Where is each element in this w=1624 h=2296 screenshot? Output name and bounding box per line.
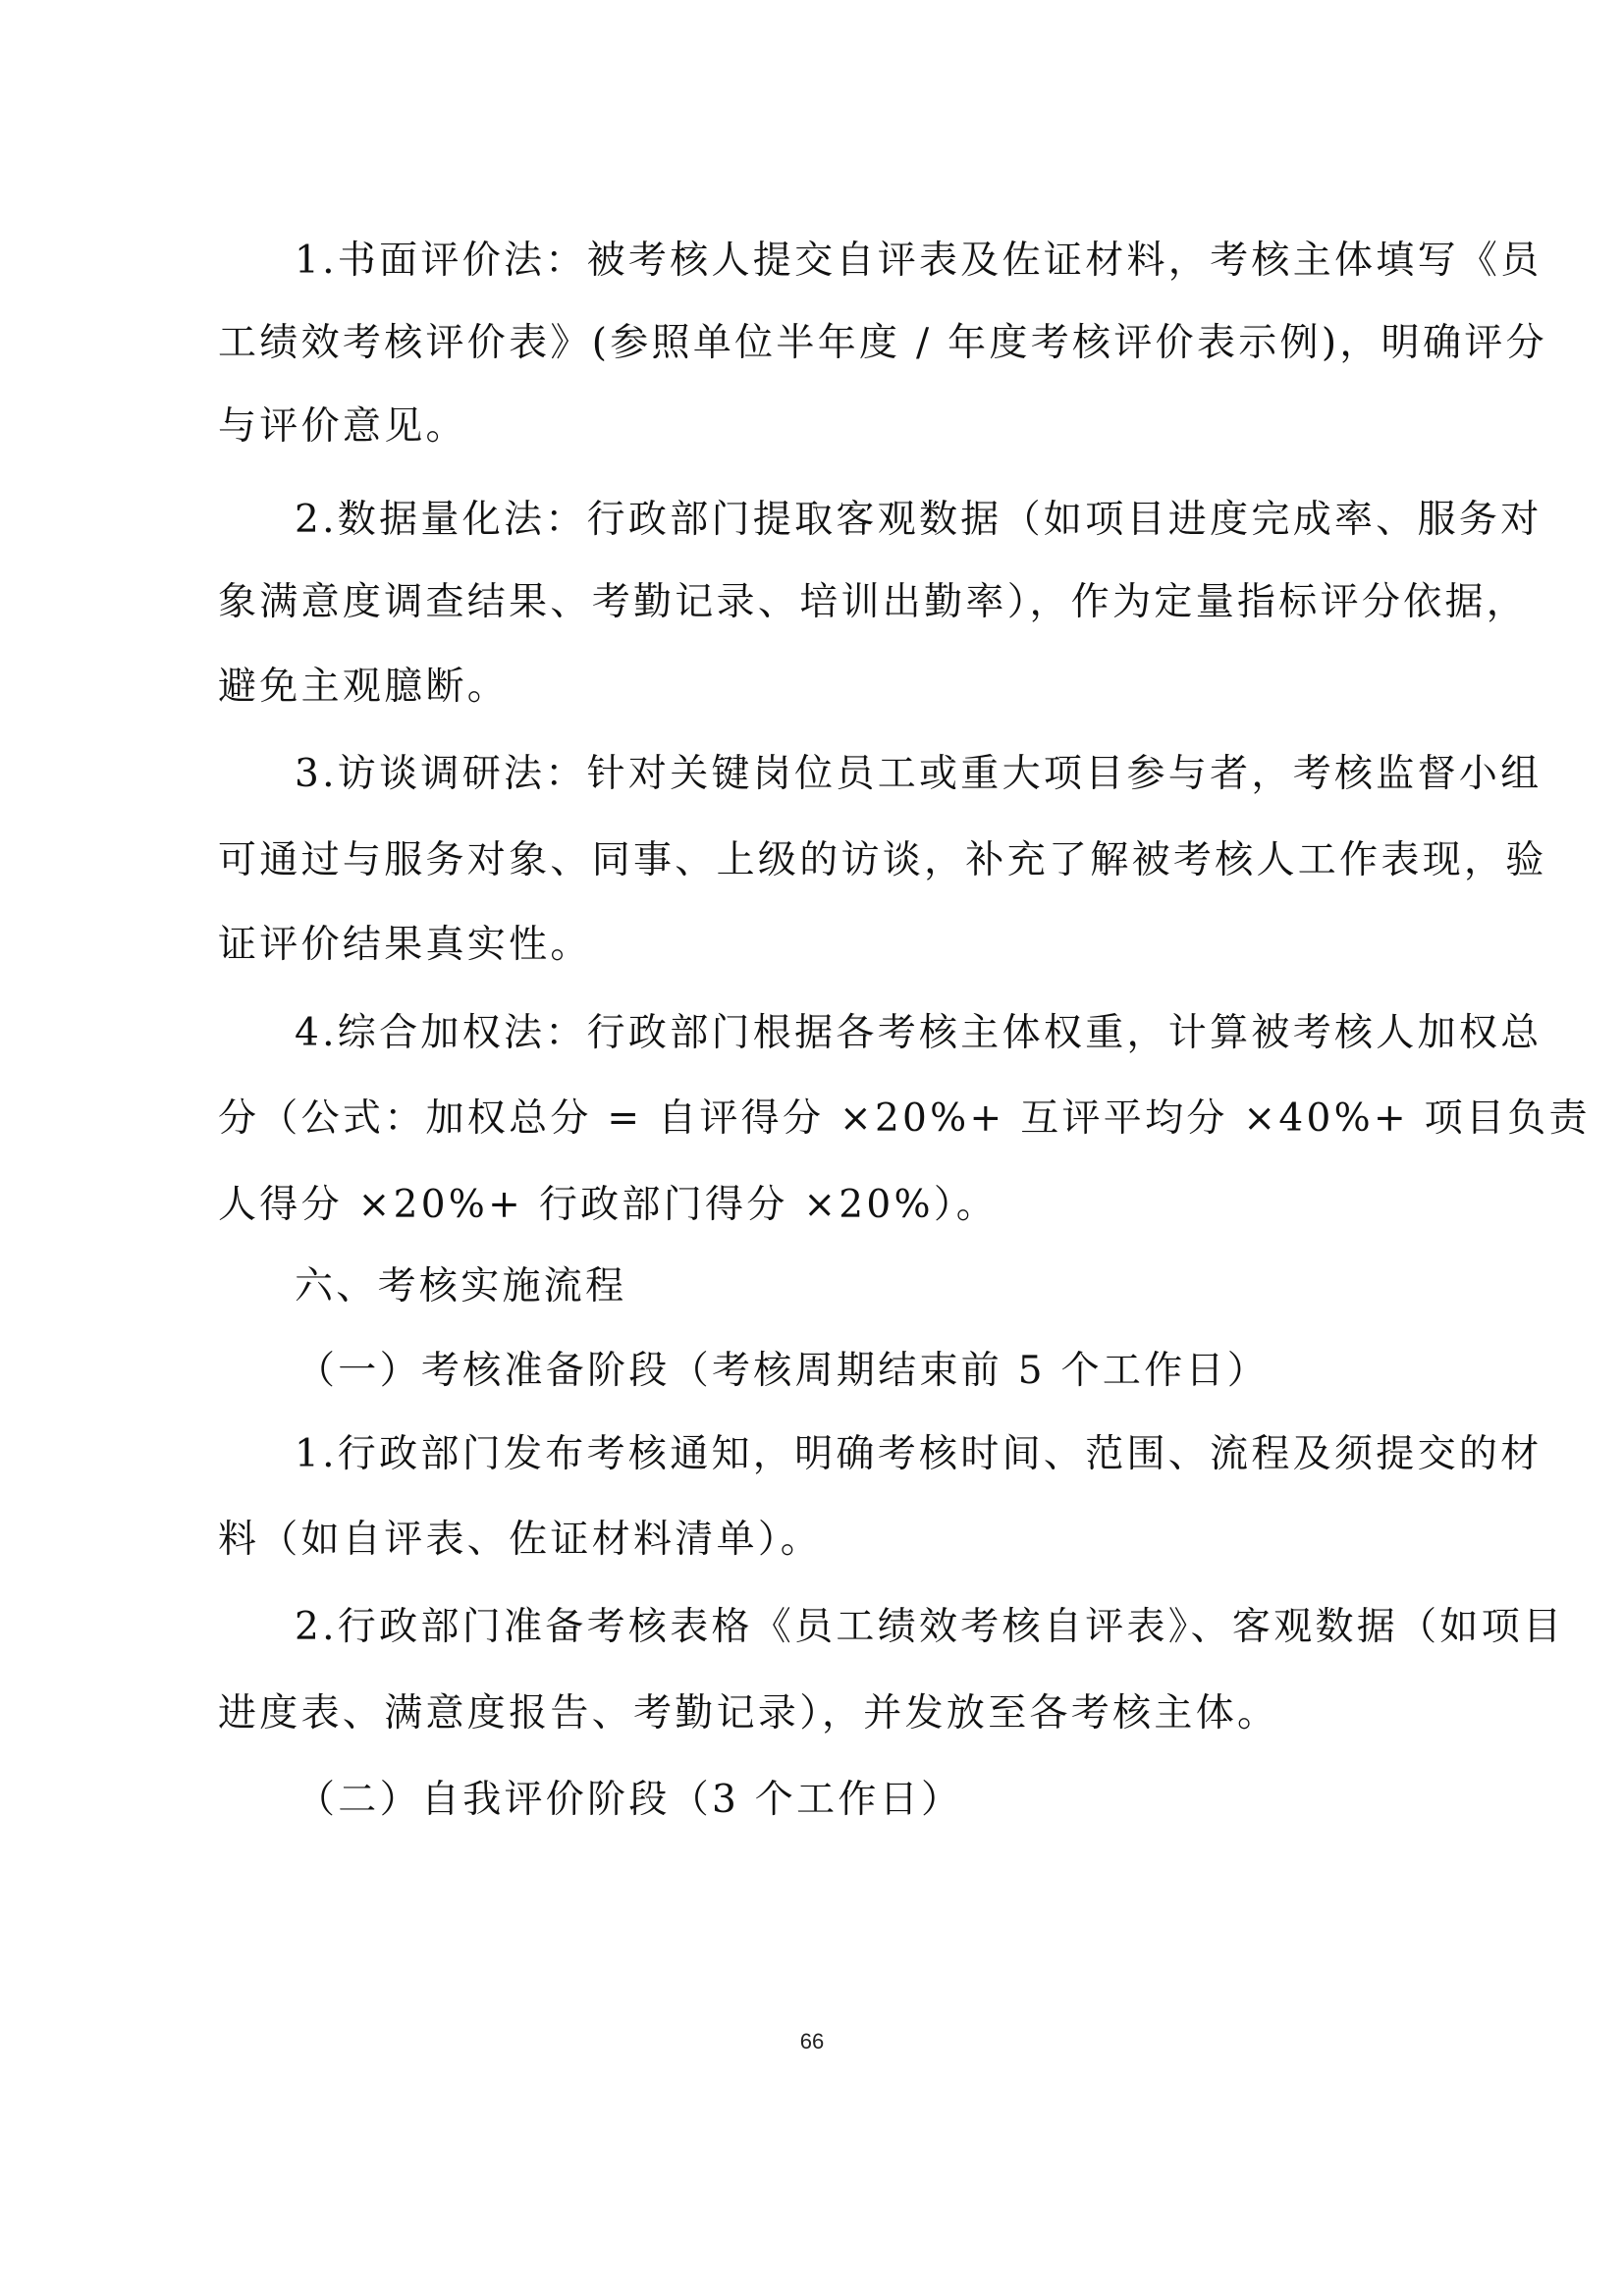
section-heading-6: 六、考核实施流程: [295, 1264, 627, 1308]
paragraph-2-line-3: 避免主观臆断。: [218, 665, 510, 709]
paragraph-4-line-3: 人得分 ×20%+ 行政部门得分 ×20%）。: [218, 1183, 998, 1227]
paragraph-2-line-2: 象满意度调查结果、考勤记录、培训出勤率），作为定量指标评分依据，: [218, 580, 1529, 624]
paragraph-1-line-3: 与评价意见。: [218, 404, 467, 449]
paragraph-6-line-2: 进度表、满意度报告、考勤记录），并发放至各考核主体。: [218, 1691, 1279, 1735]
paragraph-3-line-1: 3.访谈调研法：针对关键岗位员工或重大项目参与者，考核监督小组: [295, 752, 1543, 796]
subsection-heading-1: （一）考核准备阶段（考核周期结束前 5 个工作日）: [297, 1349, 1270, 1393]
paragraph-4-line-2: 分（公式：加权总分 = 自评得分 ×20%+ 互评平均分 ×40%+ 项目负责: [218, 1096, 1591, 1141]
paragraph-6-line-1: 2.行政部门准备考核表格《员工绩效考核自评表》、客观数据（如项目: [295, 1605, 1565, 1649]
paragraph-4-line-1: 4.综合加权法：行政部门根据各考核主体权重，计算被考核人加权总: [295, 1011, 1543, 1055]
paragraph-5-line-1: 1.行政部门发布考核通知，明确考核时间、范围、流程及须提交的材: [295, 1432, 1543, 1476]
paragraph-5-line-2: 料（如自评表、佐证材料清单）。: [218, 1518, 823, 1562]
paragraph-3-line-2: 可通过与服务对象、同事、上级的访谈，补充了解被考核人工作表现，验: [218, 838, 1547, 882]
paragraph-1-line-1: 1.书面评价法：被考核人提交自评表及佐证材料，考核主体填写《员: [295, 239, 1543, 283]
subsection-heading-2: （二）自我评价阶段（3 个工作日）: [297, 1778, 963, 1822]
paragraph-1-line-2: 工绩效考核评价表》(参照单位半年度 / 年度考核评价表示例)，明确评分: [218, 321, 1547, 365]
paragraph-3-line-3: 证评价结果真实性。: [218, 923, 592, 967]
page-number: 66: [799, 2029, 825, 2054]
paragraph-2-line-1: 2.数据量化法：行政部门提取客观数据（如项目进度完成率、服务对: [295, 498, 1543, 542]
